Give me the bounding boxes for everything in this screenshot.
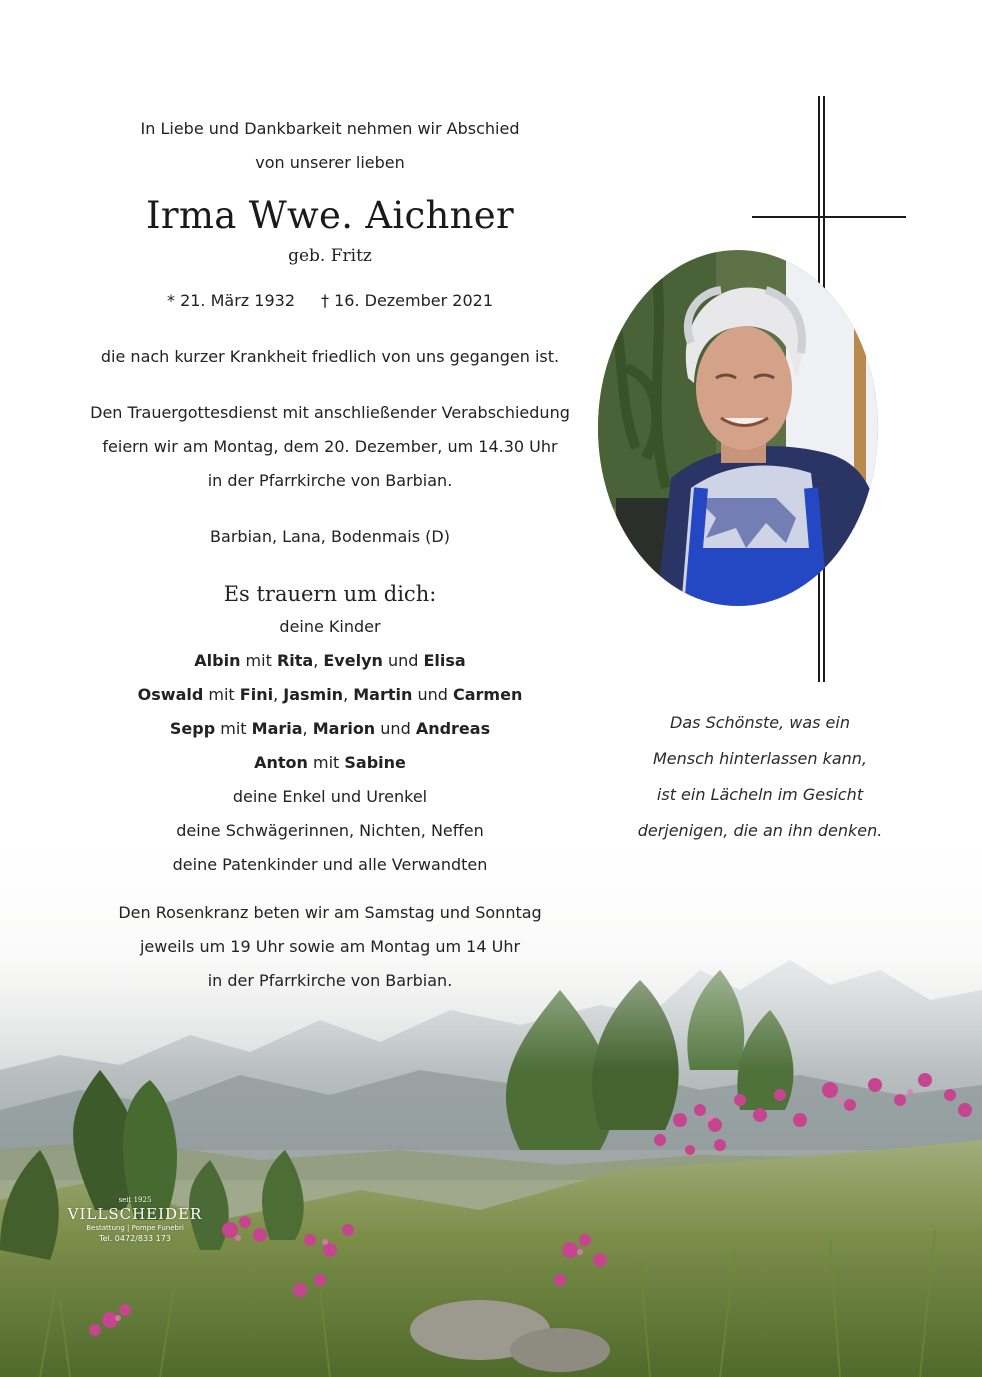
family-line — [60, 644, 600, 678]
rosary-line-1: Den Rosenkranz beten wir am Samstag und Sonntag — [118, 903, 542, 922]
memorial-quote — [610, 705, 910, 849]
service-line-3: in der Pfarrkirche von Barbian. — [207, 471, 453, 490]
family-connector: , — [302, 719, 313, 738]
family-connector: mit — [203, 685, 240, 704]
family-member-name: Oswald — [137, 685, 204, 704]
quote-line-1: Das Schönste, was ein — [670, 713, 850, 732]
intro-line-1: In Liebe und Dankbarkeit nehmen wir Abschied — [140, 119, 520, 138]
funeral-home-logo — [60, 1196, 210, 1245]
family-line — [60, 746, 600, 780]
family-member-name: Rita — [276, 651, 314, 670]
logo-brand: VILLSCHEIDER — [67, 1205, 203, 1223]
quote-line-4: derjenigen, die an ihn denken. — [637, 821, 883, 840]
deceased-name: Irma Wwe. Aichner — [146, 194, 514, 237]
family-member-name: Albin — [194, 651, 241, 670]
rosary-info — [60, 896, 600, 998]
birth-date: * 21. März 1932 — [166, 291, 295, 310]
family-list — [60, 644, 600, 780]
main-text-column — [60, 112, 600, 998]
family-line — [60, 678, 600, 712]
service-info — [60, 396, 600, 498]
quote-line-2: Mensch hinterlassen kann, — [653, 749, 867, 768]
logo-subtitle: Bestattung | Pompe Funebri — [86, 1224, 184, 1232]
family-member-name: Sabine — [344, 753, 406, 772]
family-member-name: Fini — [239, 685, 274, 704]
other-mourner-2: deine Schwägerinnen, Nichten, Neffen — [176, 821, 484, 840]
children-label: deine Kinder — [279, 617, 381, 636]
family-member-name: Carmen — [453, 685, 523, 704]
family-connector: , — [343, 685, 354, 704]
intro-line-2: von unserer lieben — [255, 153, 405, 172]
family-connector: , — [273, 685, 284, 704]
family-connector: und — [375, 719, 416, 738]
rosary-line-3: in der Pfarrkirche von Barbian. — [207, 971, 453, 990]
family-member-name: Evelyn — [323, 651, 383, 670]
logo-since: seit 1925 — [118, 1196, 152, 1204]
family-connector: und — [382, 651, 424, 670]
other-mourner-3: deine Patenkinder und alle Verwandten — [172, 855, 488, 874]
cross-horizontal-line — [752, 216, 906, 218]
death-date: † 16. Dezember 2021 — [321, 291, 493, 310]
places: Barbian, Lana, Bodenmais (D) — [210, 527, 450, 546]
family-member-name: Martin — [353, 685, 413, 704]
mourners-heading: Es trauern um dich: — [223, 582, 437, 606]
family-member-name: Anton — [254, 753, 308, 772]
service-line-1: Den Trauergottesdienst mit anschließender Verabschiedung — [90, 403, 570, 422]
family-member-name: Andreas — [415, 719, 491, 738]
other-mourner-1: deine Enkel und Urenkel — [232, 787, 428, 806]
family-connector: , — [313, 651, 324, 670]
logo-phone: Tel. 0472/833 173 — [99, 1234, 171, 1243]
family-member-name: Jasmin — [283, 685, 344, 704]
family-member-name: Maria — [251, 719, 303, 738]
family-connector: mit — [240, 651, 277, 670]
family-member-name: Sepp — [169, 719, 216, 738]
family-connector: mit — [215, 719, 252, 738]
life-dates — [60, 284, 600, 318]
portrait-photo — [596, 248, 880, 608]
family-line — [60, 712, 600, 746]
family-connector: mit — [307, 753, 345, 772]
family-member-name: Elisa — [423, 651, 466, 670]
quote-line-3: ist ein Lächeln im Gesicht — [656, 785, 864, 804]
passing-line: die nach kurzer Krankheit friedlich von uns gegangen ist. — [100, 347, 560, 366]
birth-name: geb. Fritz — [288, 246, 372, 266]
family-connector: und — [412, 685, 453, 704]
service-line-2: feiern wir am Montag, dem 20. Dezember, um 14.30 Uhr — [102, 437, 558, 456]
rosary-line-2: jeweils um 19 Uhr sowie am Montag um 14 Uhr — [139, 937, 521, 956]
family-member-name: Marion — [312, 719, 376, 738]
